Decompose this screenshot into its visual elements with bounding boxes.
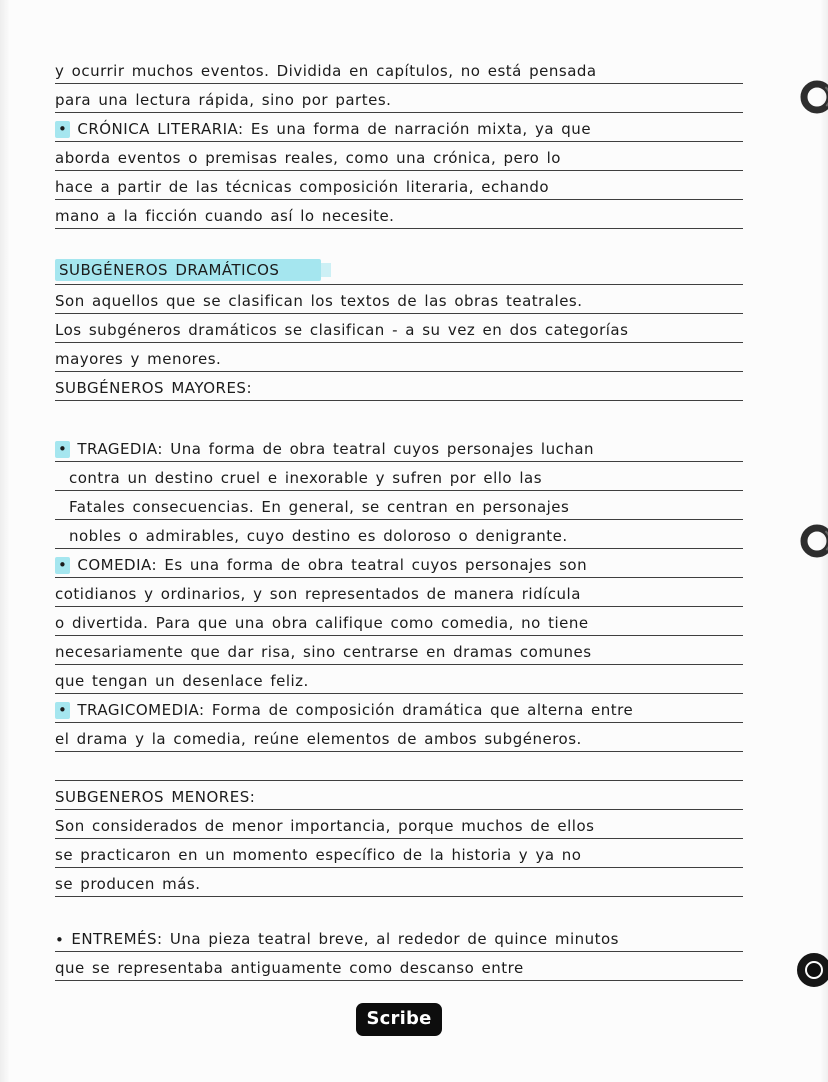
scribe-logo: Scribe [356,1003,443,1036]
note-text: mano a la ficción cuando así lo necesite. [55,207,395,225]
note-text: que se representaba antiguamente como descanso entre [55,959,524,977]
note-line [55,491,743,520]
note-text: CRÓNICA LITERARIA: Es una forma de narración mixta, ya que [77,120,592,138]
note-line [55,84,743,113]
bullet-icon: • [55,121,70,138]
note-line [55,200,743,229]
note-line [55,952,743,981]
note-text: cotidianos y ordinarios, y son representados de manera ridícula [55,585,581,603]
note-text: TRAGEDIA: Una forma de obra teatral cuyos personajes luchan [77,440,595,458]
note-text: SUBGENEROS MENORES: [55,788,256,806]
note-line [55,839,743,868]
note-text: mayores y menores. [55,350,222,368]
note-text: se producen más. [55,875,201,893]
note-line [55,578,743,607]
note-line [55,636,743,665]
binder-ring-top-icon [782,76,828,122]
note-line [55,142,743,171]
bullet-icon: • [55,441,70,458]
note-line [55,285,743,314]
note-text: SUBGÉNEROS MAYORES: [55,379,253,397]
note-text: Son aquellos que se clasifican los textos de las obras teatrales. [55,292,583,310]
note-line [55,462,743,491]
note-text: Fatales consecuencias. En general, se centran en personajes [69,498,570,516]
binder-ring-middle-icon [782,520,828,566]
ruled-sheet [55,55,743,1036]
bullet-icon: • [55,931,65,949]
note-line [55,752,743,781]
note-line [55,256,743,285]
note-line [55,723,743,752]
note-line [55,781,743,810]
note-text: y ocurrir muchos eventos. Dividida en capítulos, no está pensada [55,62,597,80]
note-line [55,607,743,636]
note-text: el drama y la comedia, reúne elementos de ambos subgéneros. [55,730,582,748]
bullet-icon: • [55,702,70,719]
bullet-icon: • [55,557,70,574]
line-gap [55,897,743,923]
note-line [55,868,743,897]
note-text: Los subgéneros dramáticos se clasifican - a su vez en dos categorías [55,321,629,339]
note-line [55,55,743,84]
note-text: COMEDIA: Es una forma de obra teatral cuyos personajes son [77,556,588,574]
note-line [55,520,743,549]
note-line [55,694,743,723]
note-line [55,343,743,372]
note-text: TRAGICOMEDIA: Forma de composición dramática que alterna entre [77,701,634,719]
section-heading: SUBGÉNEROS DRAMÁTICOS [55,259,321,281]
note-line [55,433,743,462]
note-text: nobles o admirables, cuyo destino es doloroso o denigrante. [69,527,568,545]
note-text: hace a partir de las técnicas composición literaria, echando [55,178,550,196]
note-lines [55,55,743,981]
note-line [55,372,743,401]
note-line [55,314,743,343]
note-line [55,113,743,142]
note-text: necesariamente que dar risa, sino centrarse en dramas comunes [55,643,592,661]
note-text: o divertida. Para que una obra califique como comedia, no tiene [55,614,589,632]
note-text: aborda eventos o premisas reales, como una crónica, pero lo [55,149,561,167]
note-line [55,549,743,578]
note-line [55,171,743,200]
note-line [55,810,743,839]
line-gap [55,229,743,256]
note-line [55,665,743,694]
note-text: ENTREMÉS: Una pieza teatral breve, al rededor de quince minutos [71,930,619,948]
binder-ring-bottom-icon [782,948,828,994]
line-gap [55,401,743,433]
note-line [55,923,743,952]
note-text: para una lectura rápida, sino por partes. [55,91,392,109]
note-text: Son considerados de menor importancia, porque muchos de ellos [55,817,595,835]
note-text: contra un destino cruel e inexorable y sufren por ello las [69,469,543,487]
note-text: se practicaron en un momento específico de la historia y ya no [55,846,582,864]
note-text: que tengan un desenlace feliz. [55,672,309,690]
